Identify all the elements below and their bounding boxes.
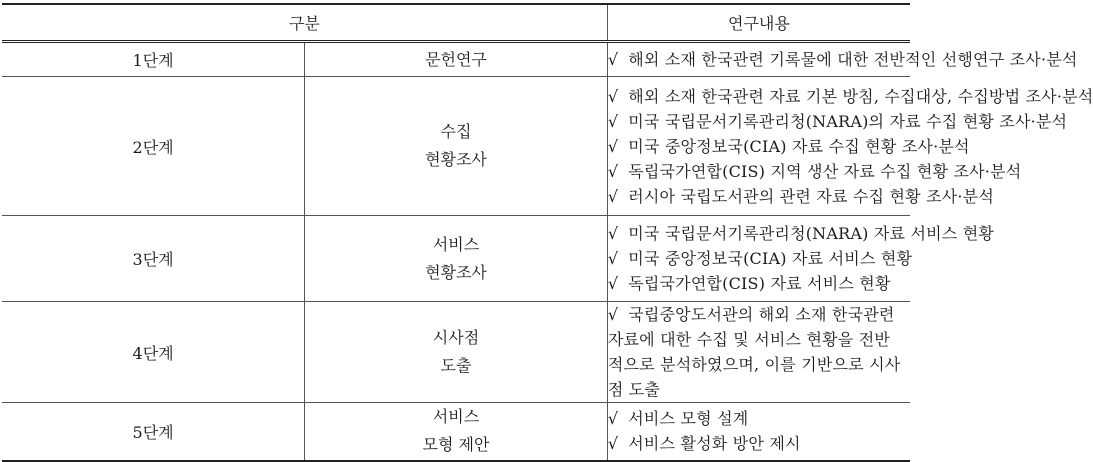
stage-category [305, 42, 608, 77]
table-row-stage-4 [2, 302, 910, 403]
content-item-text: 해외 소재 한국관련 기록물에 대한 전반적인 선행연구 조사·분석 [628, 50, 1078, 69]
category-line: 문헌연구 [425, 49, 487, 69]
content-item [608, 302, 910, 402]
content-item [607, 246, 913, 271]
category-line: 모형 제안 [422, 435, 490, 455]
check-mark-icon: √ [607, 224, 619, 243]
stage-label: 1단계 [2, 42, 305, 77]
stage-content [607, 403, 910, 461]
content-item [607, 159, 1022, 184]
check-mark-icon: √ [607, 86, 619, 106]
content-item-text: 미국 중앙정보국(CIA) 자료 서비스 현황 [628, 249, 913, 268]
stage-label: 5단계 [2, 403, 305, 461]
check-mark-icon: √ [607, 249, 619, 268]
stage-content [607, 42, 1078, 77]
table-row-stage-2 [2, 77, 910, 216]
table-row-stage-3 [2, 216, 910, 302]
content-item-text: 미국 국립문서기록관리청(NARA) 자료 서비스 현황 [628, 224, 995, 243]
check-mark-icon: √ [607, 186, 619, 206]
content-item [607, 134, 970, 159]
content-item [607, 221, 995, 246]
content-item-text: 미국 국립문서기록관리청(NARA)의 자료 수집 현황 조사·분석 [628, 111, 1068, 131]
research-stages-table [2, 3, 1093, 462]
header-research-content: 연구내용 [607, 4, 910, 42]
category-line: 시사점 [432, 328, 480, 347]
content-item [608, 406, 910, 431]
content-item-text: 독립국가연합(CIS) 지역 생산 자료 수집 현황 조사·분석 [628, 161, 1022, 181]
category-line: 현황조사 [425, 262, 487, 282]
check-mark-icon: √ [607, 434, 619, 454]
stage-content [607, 77, 1093, 216]
stage-category [305, 216, 608, 302]
check-mark-icon: √ [607, 136, 619, 156]
category-line: 현황조사 [425, 150, 487, 169]
content-item [607, 47, 1078, 72]
check-mark-icon: √ [607, 274, 619, 293]
content-item [607, 184, 994, 209]
category-line: 서비스 [432, 234, 480, 254]
content-item [607, 109, 1068, 134]
check-mark-icon: √ [607, 111, 619, 131]
category-line: 서비스 [432, 407, 480, 427]
stage-category [305, 77, 608, 216]
check-mark-icon: √ [607, 50, 619, 69]
stage-label: 3단계 [2, 216, 305, 302]
stage-label: 2단계 [2, 77, 305, 216]
category-line: 도출 [440, 356, 472, 375]
stage-content [607, 216, 995, 302]
check-mark-icon: √ [607, 161, 619, 181]
content-item-text: 서비스 모형 설계 [628, 409, 749, 429]
table-header-row [2, 4, 910, 42]
content-item-text: 해외 소재 한국관련 자료 기본 방침, 수집대상, 수집방법 조사·분석 [628, 86, 1093, 106]
check-mark-icon: √ [607, 305, 619, 324]
content-item [608, 431, 910, 456]
stage-category [305, 403, 608, 461]
content-item [607, 84, 1093, 109]
content-item-text: 서비스 활성화 방안 제시 [628, 434, 801, 454]
check-mark-icon: √ [607, 409, 619, 429]
content-item-text: 러시아 국립도서관의 관련 자료 수집 현황 조사·분석 [628, 186, 994, 206]
stage-category [305, 302, 608, 403]
content-item-text: 미국 중앙정보국(CIA) 자료 수집 현황 조사·분석 [628, 136, 970, 156]
table-row-stage-5 [2, 403, 910, 461]
table-row-stage-1 [2, 42, 910, 77]
content-item-text: 독립국가연합(CIS) 자료 서비스 현황 [628, 274, 891, 293]
stage-label: 4단계 [2, 302, 305, 403]
category-line: 수집 [440, 122, 472, 141]
content-item [608, 271, 910, 296]
content-item-text: 국립중앙도서관의 해외 소재 한국관련 자료에 대한 수집 및 서비스 현황을 전반적으로 분석하였으며, 이를 기반으로 시사점 도출 [607, 305, 901, 399]
stage-content [607, 302, 910, 403]
header-division: 구분 [2, 4, 607, 42]
